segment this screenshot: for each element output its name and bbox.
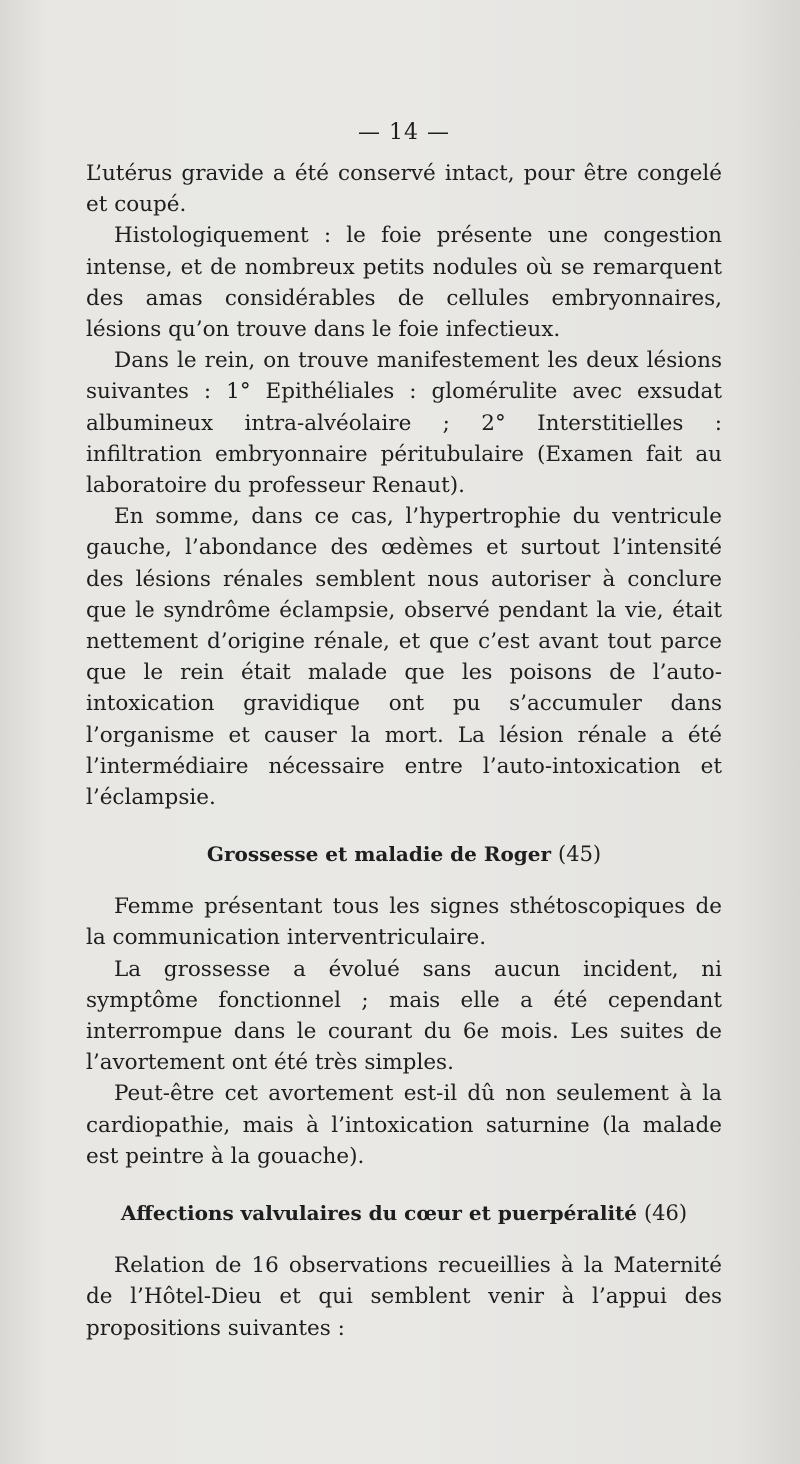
page-text <box>86 118 722 1344</box>
paragraph: La grossesse a évolué sans aucun incident, ni symptôme fonctionnel ; mais elle a été cependant interrompue dans le courant du 6e mois. Les suites de l’avortement ont été très simples. <box>86 956 722 1076</box>
section-heading-title: Affections valvulaires du cœur et puerpéralité <box>120 1201 637 1226</box>
section-heading <box>86 1198 722 1228</box>
section-heading <box>86 839 722 869</box>
paragraph: L’utérus gravide a été conservé intact, pour être congelé et coupé. <box>86 161 722 218</box>
paragraph: En somme, dans ce cas, l’hypertrophie du ventricule gauche, l’abondance des œdèmes et surtout l’intensité des lésions rénales semblent nous autoriser à conclure que le syndrôme éclampsie, observé pendant la vie, était nettement d’origine rénale, et que c’est avant tout parce que le rein était malade que les poisons de l’auto-intoxication gravidique ont pu s’accumuler dans l’organisme et causer la mort. La lésion rénale a été l’intermédiaire nécessaire entre l’auto-intoxication et l’éclampsie. <box>86 504 722 811</box>
paragraph: Dans le rein, on trouve manifestement les deux lésions suivantes : 1° Epithéliales : glomérulite avec exsudat albumineux intra-alvéolaire ; 2° Interstitielles : infiltration embryonnaire péritubulaire (Examen fait au laboratoire du professeur Renaut). <box>86 348 722 499</box>
page-number: — 14 — <box>358 120 450 145</box>
paragraph: Relation de 16 observations recueillies à la Maternité de l’Hôtel-Dieu et qui semblent venir à l’appui des propositions suivantes : <box>86 1253 722 1341</box>
paragraph: Femme présentant tous les signes sthétoscopiques de la communication interventriculaire. <box>86 894 722 951</box>
section-heading-title: Grossesse et maladie de Roger <box>206 842 552 867</box>
section-heading-number: (46) <box>643 1201 688 1226</box>
paragraph: Peut-être cet avortement est-il dû non seulement à la cardiopathie, mais à l’intoxication saturnine (la malade est peintre à la gouache). <box>86 1081 722 1169</box>
paragraph: Histologiquement : le foie présente une congestion intense, et de nombreux petits nodules où se remarquent des amas considérables de cellules embryonnaires, lésions qu’on trouve dans le foie infectieux. <box>86 223 722 343</box>
section-heading-number: (45) <box>558 842 602 867</box>
